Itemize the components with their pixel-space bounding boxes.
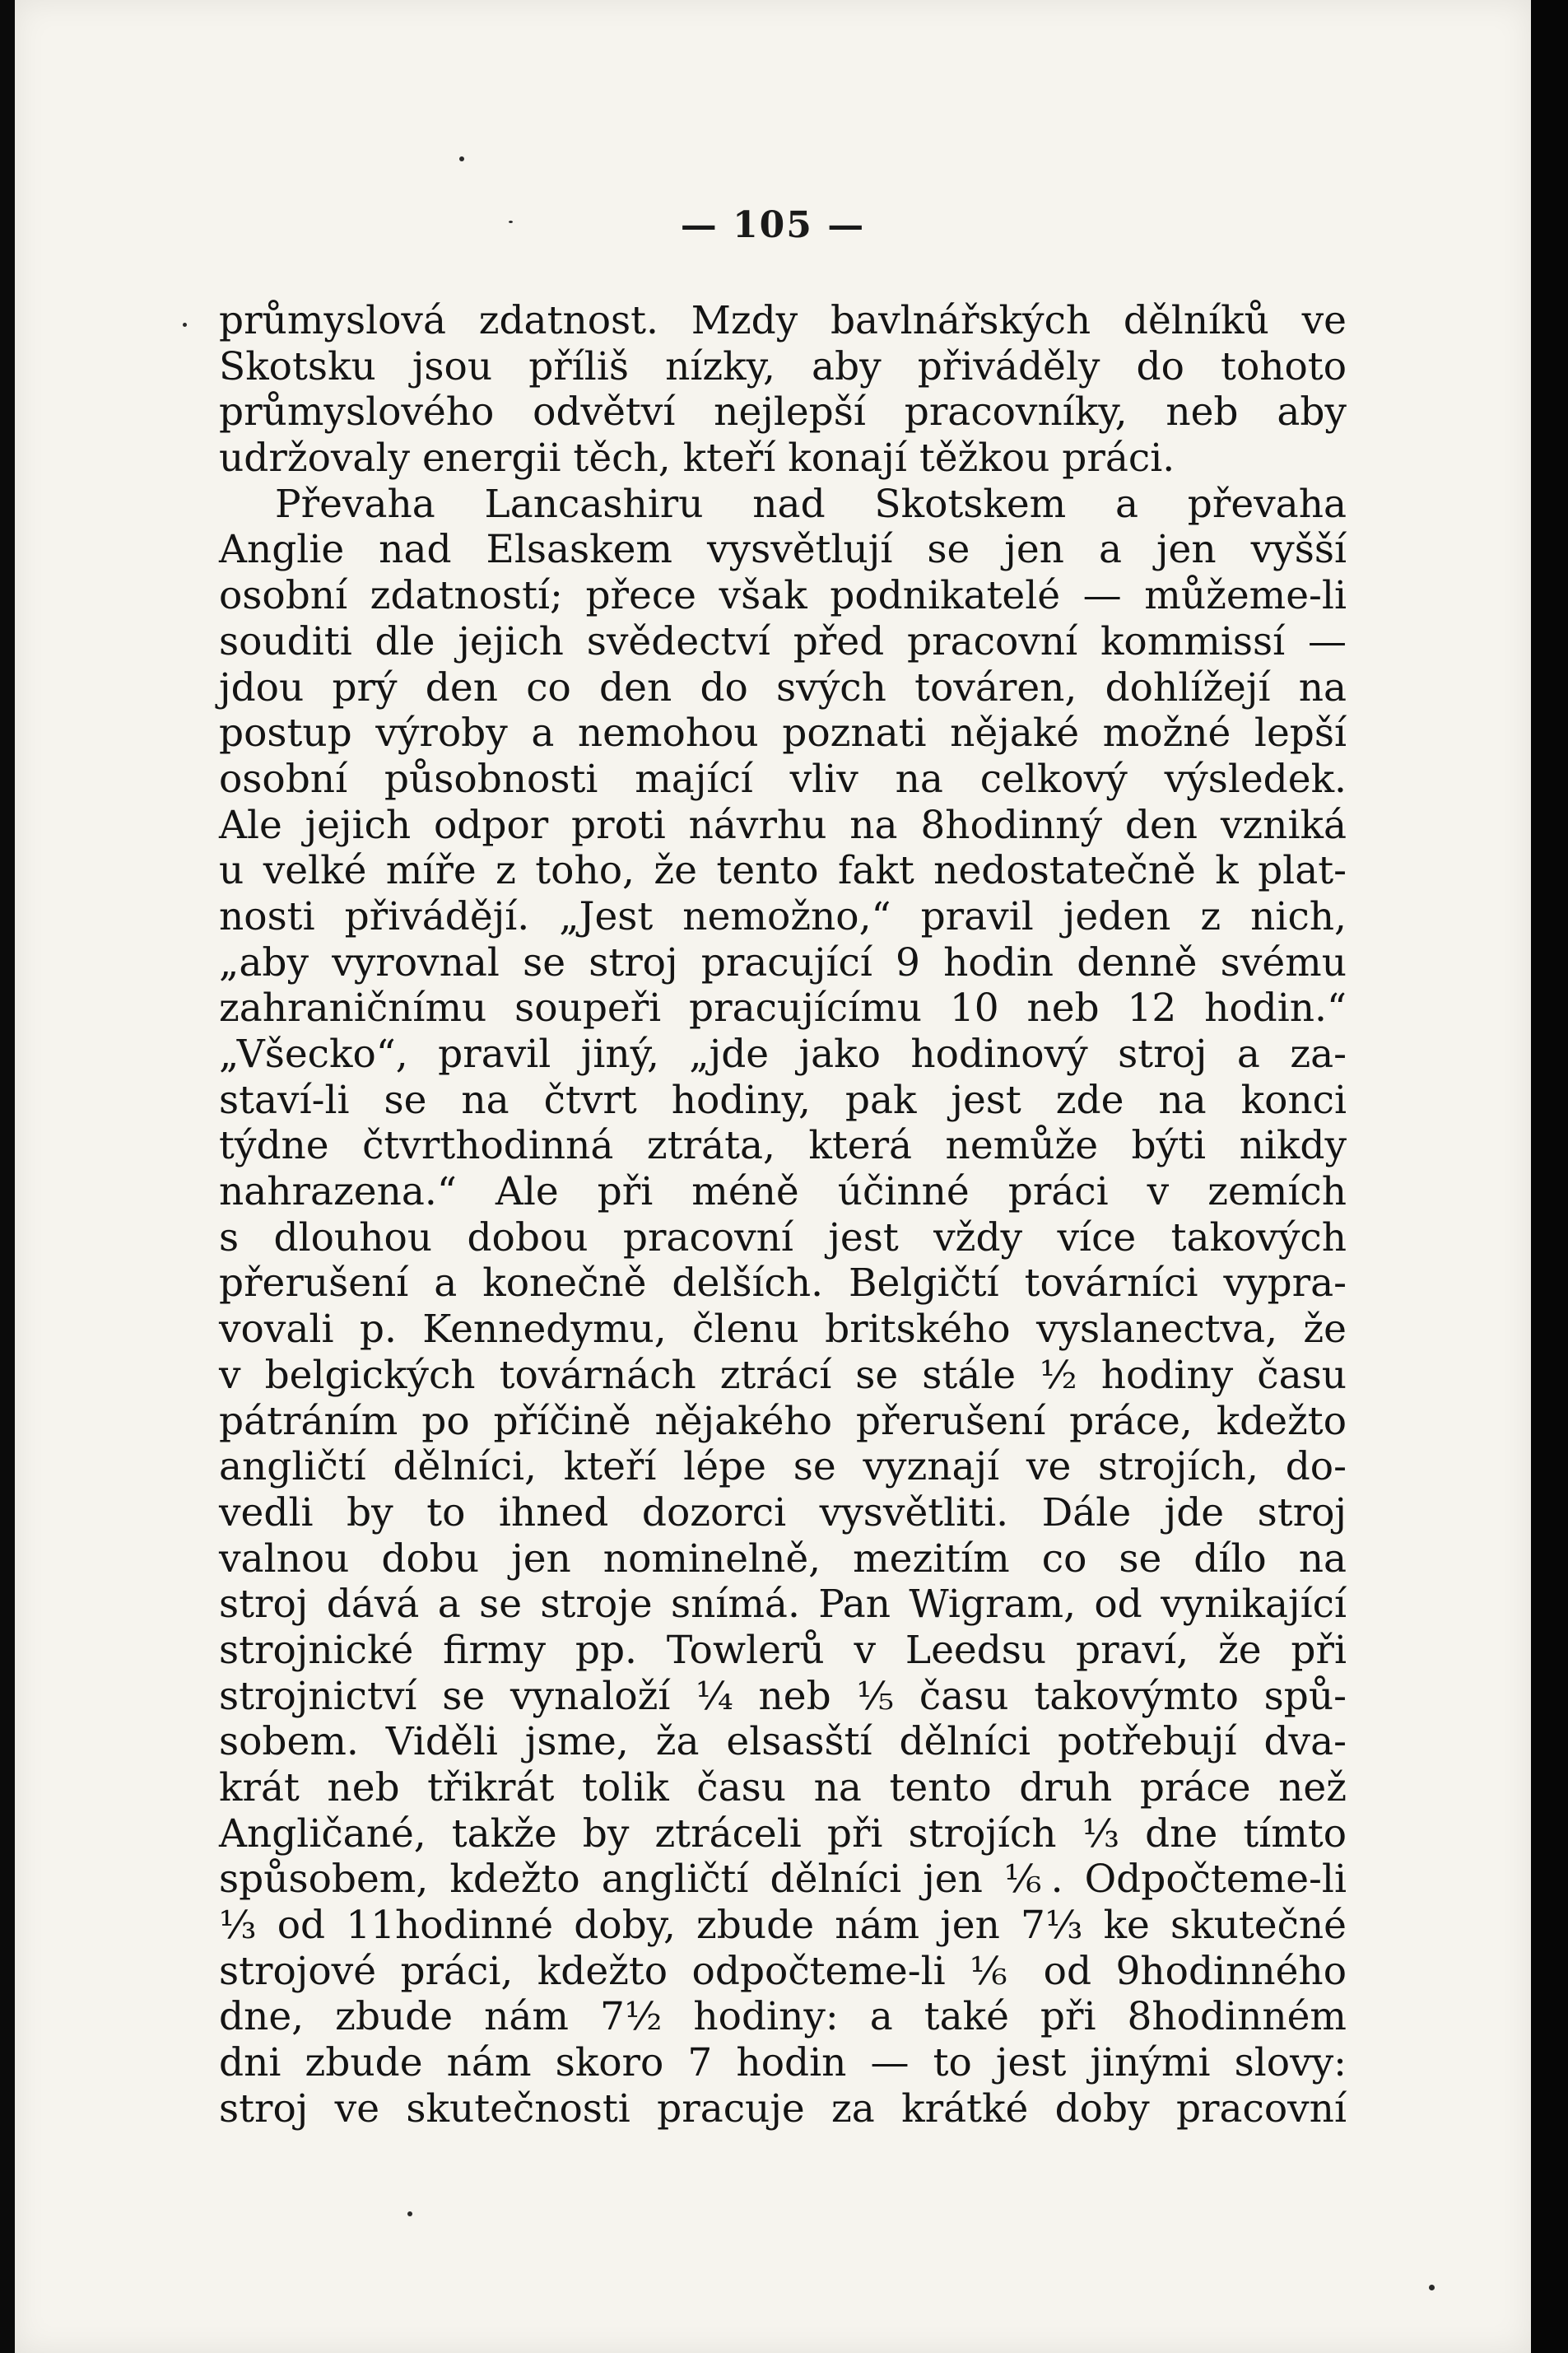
text-line: v belgických továrnách ztrácí se stále ½ hodiny času <box>219 1352 1347 1398</box>
text-line: spůsobem, kdežto angličtí dělníci jen ⅙. Odpočteme-li <box>219 1857 1347 1903</box>
text-line: souditi dle jejich svědectví před pracovní kommissí — <box>219 618 1347 664</box>
text-line: strojnictví se vynaloží ¼ neb ⅕ času takovýmto spů- <box>219 1673 1347 1719</box>
text-line: strojové práci, kdežto odpočteme-li ⅙ od 9hodinného <box>219 1948 1347 1994</box>
body-text <box>219 298 1347 2132</box>
text-line: jdou prý den co den do svých továren, dohlížejí na <box>219 664 1347 711</box>
page-edge-shadow <box>1531 0 1568 2353</box>
text-line: pátráním po příčině nějakého přerušení práce, kdežto <box>219 1398 1347 1444</box>
paper-speck <box>1429 2285 1435 2290</box>
text-line: staví-li se na čtvrt hodiny, pak jest zde na konci <box>219 1077 1347 1123</box>
text-line: týdne čtvrthodinná ztráta, která nemůže býti nikdy <box>219 1123 1347 1169</box>
text-line: „aby vyrovnal se stroj pracující 9 hodin denně svému <box>219 939 1347 985</box>
text-line: průmyslového odvětví nejlepší pracovníky, neb aby <box>219 389 1347 436</box>
text-line: osobní zdatností; přece však podnikatelé — můžeme-li <box>219 573 1347 619</box>
text-line: osobní působnosti mající vliv na celkový výsledek. <box>219 756 1347 802</box>
text-line: vedli by to ihned dozorci vysvětliti. Dále jde stroj <box>219 1489 1347 1535</box>
text-line: Angličané, takže by ztráceli při strojích ⅓ dne tímto <box>219 1810 1347 1857</box>
text-line: Skotsku jsou příliš nízky, aby přiváděly do tohoto <box>219 343 1347 389</box>
text-line: dne, zbude nám 7½ hodiny: a také při 8hodinném <box>219 1994 1347 2040</box>
text-line: valnou dobu jen nominelně, mezitím co se dílo na <box>219 1535 1347 1582</box>
text-line: nahrazena.“ Ale při méně účinné práci v zemích <box>219 1169 1347 1215</box>
text-line: přerušení a konečně delších. Belgičtí továrníci vypra- <box>219 1260 1347 1307</box>
text-line: strojnické firmy pp. Towlerů v Leedsu praví, že při <box>219 1627 1347 1673</box>
text-line: průmyslová zdatnost. Mzdy bavlnářských dělníků ve <box>219 298 1347 343</box>
paper-speck <box>407 2211 412 2216</box>
text-line: „Všecko“, pravil jiný, „jde jako hodinový stroj a za- <box>219 1032 1347 1077</box>
text-line: postup výroby a nemohou poznati nějaké možné lepší <box>219 711 1347 757</box>
text-line: udržovaly energii těch, kteří konají těžkou práci. <box>219 436 1175 482</box>
text-line: Anglie nad Elsaskem vysvětlují se jen a jen vyšší <box>219 527 1347 573</box>
text-line: sobem. Viděli jsme, ža elsasští dělníci potřebují dva- <box>219 1719 1347 1765</box>
text-line: stroj ve skutečnosti pracuje za krátké doby pracovní <box>219 2085 1347 2132</box>
text-line: vovali p. Kennedymu, členu britského vyslanectva, že <box>219 1307 1347 1353</box>
page-number: — 105 — <box>680 204 866 246</box>
text-line: dni zbude nám skoro 7 hodin — to jest jinými slovy: <box>219 2040 1347 2086</box>
text-line: stroj dává a se stroje snímá. Pan Wigram, od vynikající <box>219 1582 1347 1628</box>
paper-speck <box>459 156 464 161</box>
text-line: zahraničnímu soupeři pracujícímu 10 neb 12 hodin.“ <box>219 985 1347 1032</box>
text-line: Převaha Lancashiru nad Skotskem a převaha <box>275 481 1347 527</box>
book-page <box>15 0 1531 2353</box>
paper-speck <box>509 221 513 223</box>
text-line: angličtí dělníci, kteří lépe se vyznají ve strojích, do- <box>219 1444 1347 1490</box>
text-line: krát neb třikrát tolik času na tento druh práce než <box>219 1765 1347 1810</box>
paper-speck <box>183 323 187 327</box>
text-line: u velké míře z toho, že tento fakt nedostatečně k plat- <box>219 848 1347 894</box>
text-line: s dlouhou dobou pracovní jest vždy více takových <box>219 1214 1347 1260</box>
text-line: nosti přivádějí. „Jest nemožno,“ pravil jeden z nich, <box>219 893 1347 939</box>
text-line: Ale jejich odpor proti návrhu na 8hodinný den vzniká <box>219 802 1347 848</box>
text-line: ⅓ od 11hodinné doby, zbude nám jen 7⅓ ke skutečné <box>219 1903 1347 1949</box>
